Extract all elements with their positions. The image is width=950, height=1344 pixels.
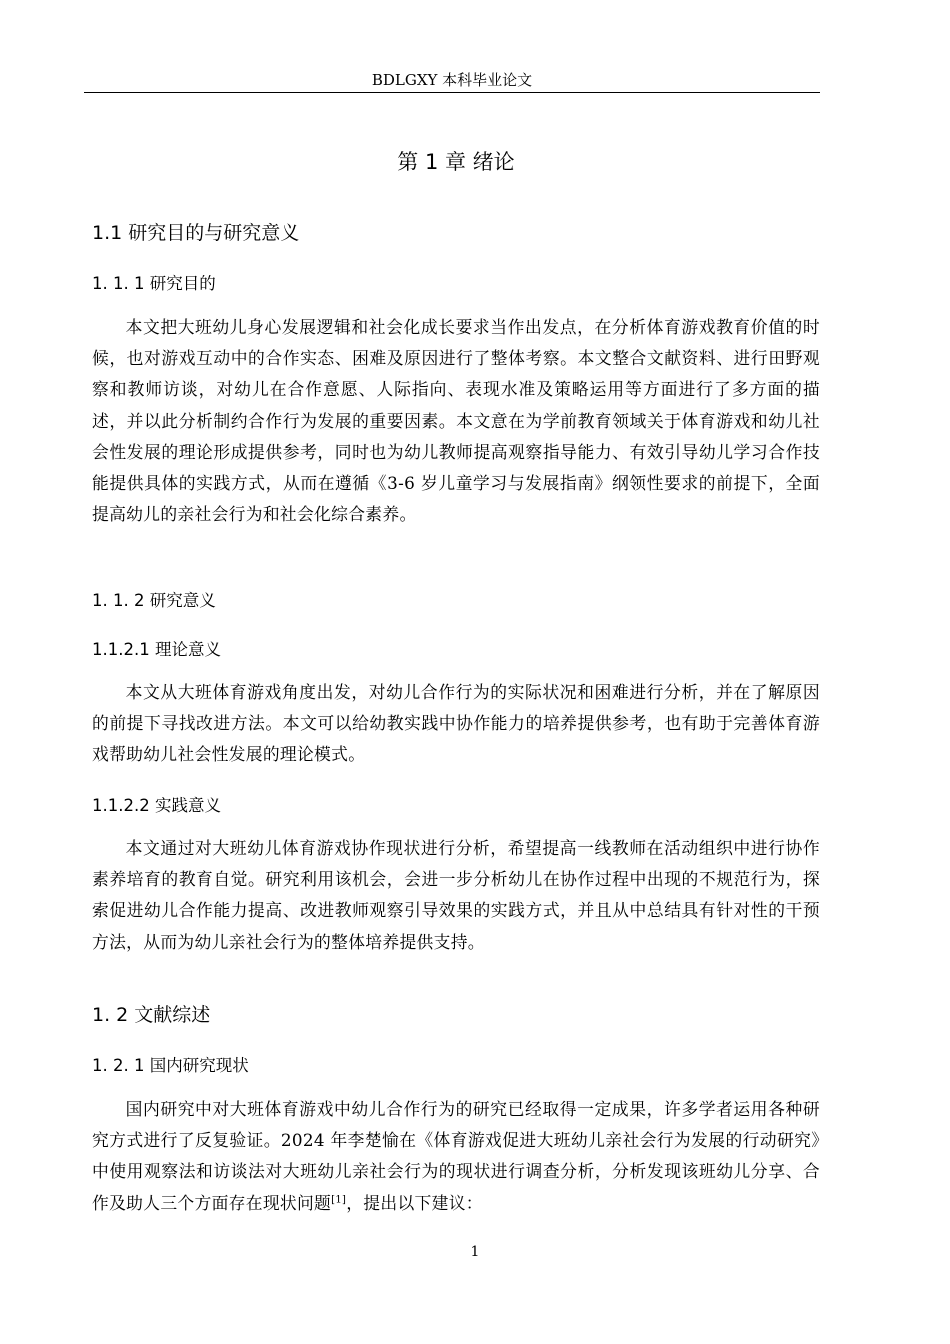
paragraph-text: 国内研究中对大班体育游戏中幼儿合作行为的研究已经取得一定成果，许多学者运用各种研究方式进行了反复验证。2024 年李楚愉在《体育游戏促进大班幼儿亲社会行为发展的行动研究》中使用观察法和访谈法对大班幼儿亲社会行为的现状进行调查分析，分析发现该班幼儿分享、合作及助人三个方面存在现状问题 — [92, 1099, 820, 1213]
header-rule — [84, 92, 820, 93]
section-heading-1-1-1: 1. 1. 1 研究目的 — [92, 274, 216, 293]
page-number: 1 — [470, 1244, 480, 1260]
paragraph-domestic-research — [92, 1094, 820, 1219]
citation-reference[interactable]: [1] — [331, 1194, 347, 1206]
section-heading-1-1-2: 1. 1. 2 研究意义 — [92, 591, 216, 610]
section-heading-1-1-2-2: 1.1.2.2 实践意义 — [92, 796, 221, 815]
section-heading-1-2: 1. 2 文献综述 — [92, 1004, 211, 1026]
paragraph-research-purpose: 本文把大班幼儿身心发展逻辑和社会化成长要求当作出发点，在分析体育游戏教育价值的时候，也对游戏互动中的合作实态、困难及原因进行了整体考察。本文整合文献资料、进行田野观察和教师访谈，对幼儿在合作意愿、人际指向、表现水准及策略运用等方面进行了多方面的描述，并以此分析制约合作行为发展的重要因素。本文意在为学前教育领域关于体育游戏和幼儿社会性发展的理论形成提供参考，同时也为幼儿教师提高观察指导能力、有效引导幼儿学习合作技能提供具体的实践方式，从而在遵循《3-6 岁儿童学习与发展指南》纲领性要求的前提下，全面提高幼儿的亲社会行为和社会化综合素养。 — [92, 317, 820, 525]
section-heading-1-2-1: 1. 2. 1 国内研究现状 — [92, 1056, 249, 1075]
section-heading-1-1: 1.1 研究目的与研究意义 — [92, 222, 300, 244]
section-heading-1-1-2-1: 1.1.2.1 理论意义 — [92, 640, 221, 659]
paragraph-practical-significance: 本文通过对大班幼儿体育游戏协作现状进行分析，希望提高一线教师在活动组织中进行协作素养培育的教育自觉。研究利用该机会，会进一步分析幼儿在协作过程中出现的不规范行为，探索促进幼儿合作能力提高、改进教师观察引导效果的实践方式，并且从中总结具有针对性的干预方法，从而为幼儿亲社会行为的整体培养提供支持。 — [92, 838, 820, 952]
paragraph-theoretical-significance: 本文从大班体育游戏角度出发，对幼儿合作行为的实际状况和困难进行分析，并在了解原因的前提下寻找改进方法。本文可以给幼教实践中协作能力的培养提供参考，也有助于完善体育游戏帮助幼儿社会性发展的理论模式。 — [92, 682, 820, 765]
chapter-title: 第 1 章 绪论 — [397, 150, 515, 174]
running-header: BDLGXY 本科毕业论文 — [371, 71, 533, 89]
paragraph-text-tail: ，提出以下建议： — [346, 1192, 483, 1213]
